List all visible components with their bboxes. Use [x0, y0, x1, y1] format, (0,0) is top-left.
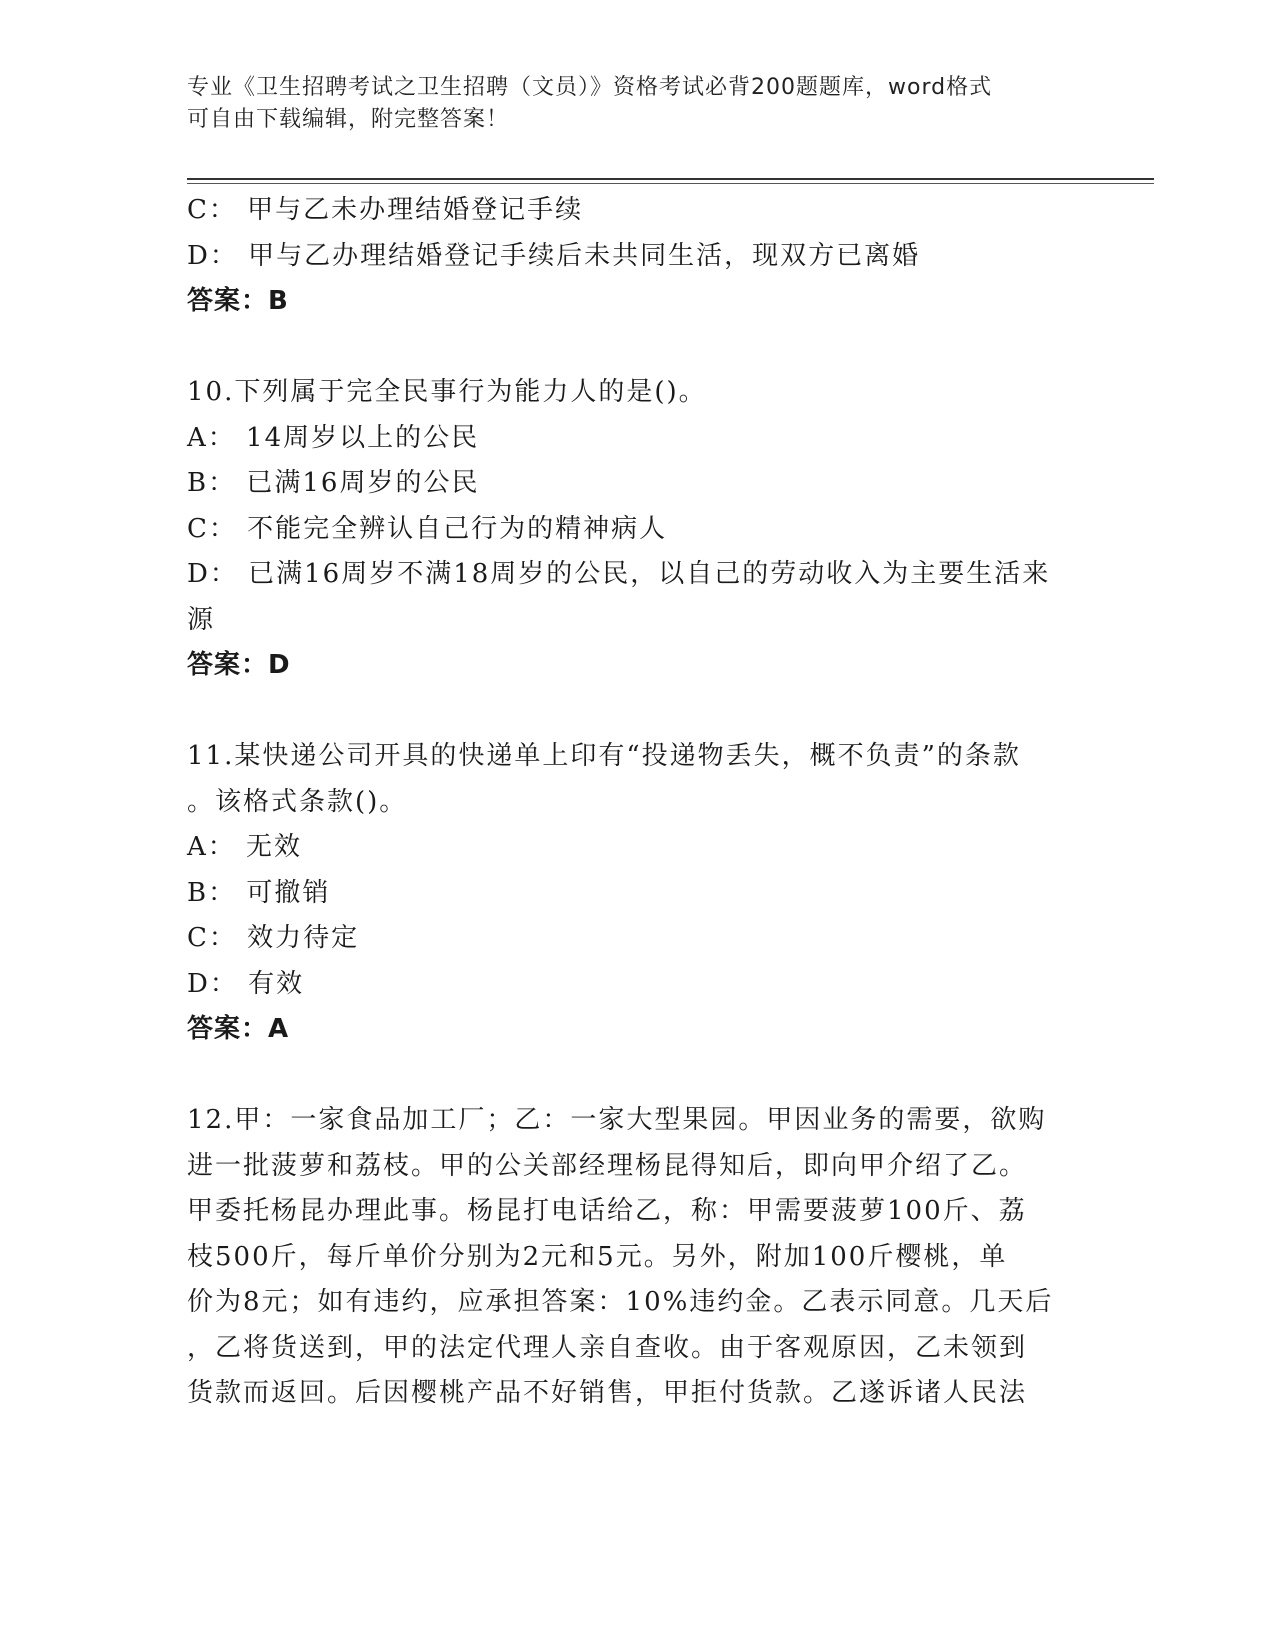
q11-option-c: C： 效力待定	[187, 923, 360, 953]
question-11	[187, 734, 1087, 1053]
header-divider	[187, 178, 1154, 180]
q10-option-d-line-1: D： 已满16周岁不满18周岁的公民，以自己的劳动收入为主要生活来	[187, 559, 1051, 589]
q11-option-a: A： 无效	[187, 832, 303, 862]
q12-stem-line-4: 枝500斤，每斤单价分别为2元和5元。另外，附加100斤樱桃，单	[187, 1241, 1008, 1272]
q10-stem: 10.下列属于完全民事行为能力人的是()。	[187, 377, 707, 407]
question-spacer	[187, 325, 1087, 371]
q10-option-c: C： 不能完全辨认自己行为的精神病人	[187, 513, 668, 544]
q11-stem-line-2: 。该格式条款()。	[187, 786, 408, 817]
q12-stem-line-5: 价为8元；如有违约，应承担答案：10%违约金。乙表示同意。几天后	[187, 1287, 1054, 1317]
q12-stem-line-6: ，乙将货送到，甲的法定代理人亲自查收。由于客观原因，乙未领到	[187, 1332, 1028, 1363]
q11-stem-line-1: 11.某快递公司开具的快递单上印有“投递物丢失，概不负责”的条款	[187, 741, 1021, 771]
question-10	[187, 370, 1087, 689]
q12-stem-line-2: 进一批菠萝和荔枝。甲的公关部经理杨昆得知后，即向甲介绍了乙。	[187, 1150, 1028, 1181]
question-12	[187, 1098, 1087, 1417]
q10-answer: 答案：D	[187, 650, 291, 680]
question-spacer	[187, 689, 1087, 735]
q10-option-a: A： 14周岁以上的公民	[187, 422, 480, 453]
q9-option-c: C： 甲与乙未办理结婚登记手续	[187, 195, 584, 225]
question-9-continued	[187, 188, 1087, 325]
q12-stem-line-1: 12.甲：一家食品加工厂；乙：一家大型果园。甲因业务的需要，欲购	[187, 1105, 1047, 1135]
question-spacer	[187, 1053, 1087, 1099]
header-title-line-2: 可自由下载编辑，附完整答案！	[187, 107, 510, 132]
q12-stem-line-7: 货款而返回。后因樱桃产品不好销售，甲拒付货款。乙遂诉诸人民法	[187, 1378, 1028, 1408]
q11-option-d: D： 有效	[187, 968, 305, 999]
document-body	[187, 188, 1087, 1417]
page-header	[187, 72, 1087, 136]
header-divider-thin	[187, 183, 1154, 184]
q11-option-b: B： 可撤销	[187, 877, 331, 908]
q9-answer: 答案：B	[187, 286, 289, 316]
q10-option-d-line-2: 源	[187, 604, 216, 635]
q9-option-d: D： 甲与乙办理结婚登记手续后未共同生活，现双方已离婚	[187, 240, 921, 271]
header-title-line-1: 专业《卫生招聘考试之卫生招聘（文员）》资格考试必背200题题库，word格式	[187, 75, 993, 100]
q10-option-b: B： 已满16周岁的公民	[187, 468, 480, 498]
q12-stem-line-3: 甲委托杨昆办理此事。杨昆打电话给乙，称：甲需要菠萝100斤、荔	[187, 1196, 1027, 1226]
q11-answer: 答案：A	[187, 1014, 290, 1044]
